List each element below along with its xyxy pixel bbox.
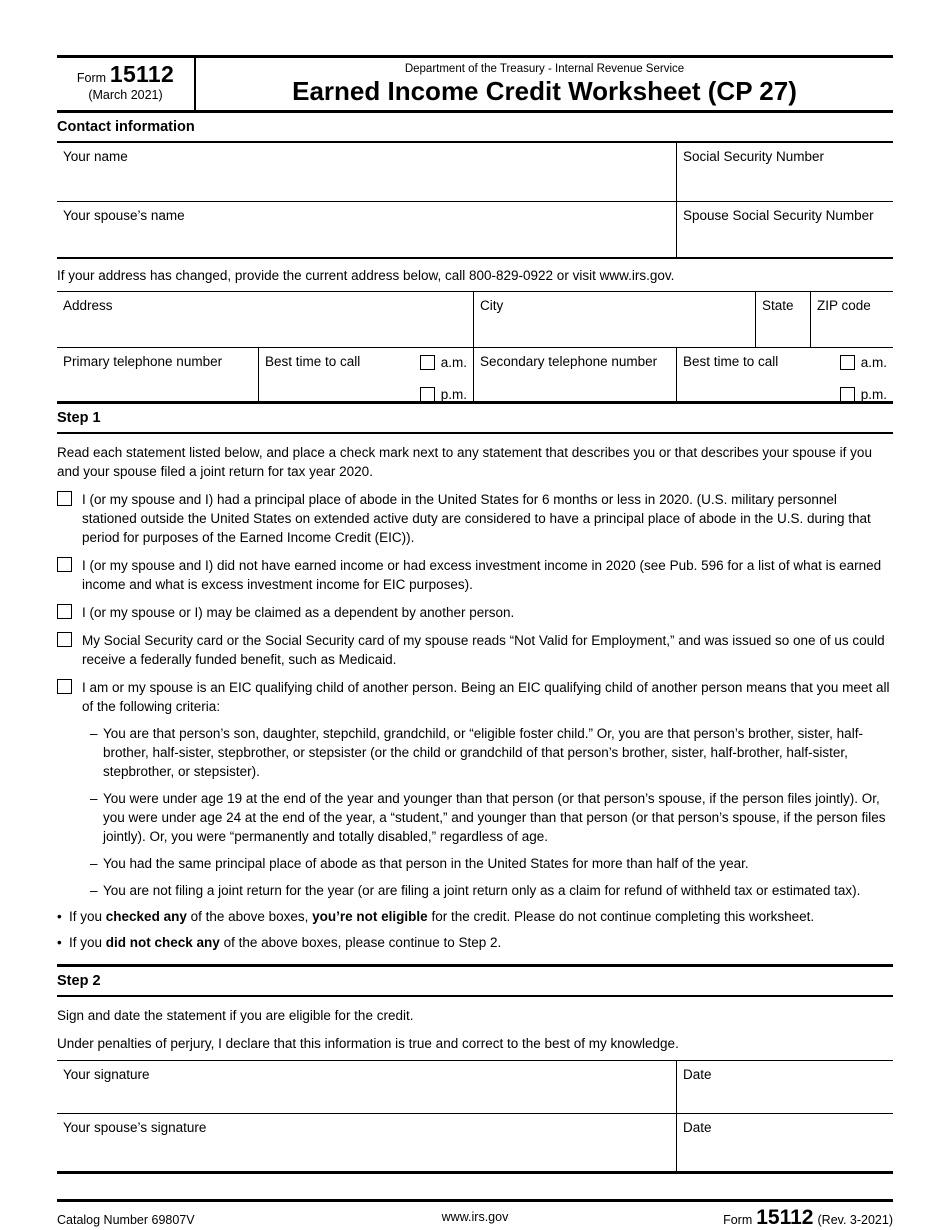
primary-pm-option: [420, 385, 467, 404]
eligibility-note-1: [57, 907, 893, 926]
eligibility-note-2-text: [69, 933, 501, 952]
name-row: [57, 143, 893, 202]
your-signature-date-field[interactable]: [676, 1061, 893, 1113]
primary-pm-checkbox[interactable]: [420, 387, 435, 402]
spouse-signature-date-field[interactable]: [676, 1114, 893, 1171]
dash-glyph: –: [90, 856, 98, 871]
note-segment-bold: checked any: [105, 909, 187, 924]
criterion-4: [90, 881, 893, 900]
footer-form-label: Form: [723, 1213, 753, 1227]
your-signature-label: Your signature: [63, 1067, 150, 1082]
zip-field[interactable]: [810, 292, 893, 347]
statement-row-1: [57, 490, 893, 547]
secondary-am-option: [840, 353, 887, 372]
form-title-box: [196, 58, 893, 110]
spouse-signature-field[interactable]: [57, 1114, 676, 1171]
criterion-3-text: You had the same principal place of abode as that person in the United States for more than half of the year.: [103, 856, 749, 871]
city-field[interactable]: [473, 292, 755, 347]
spouse-name-label: Your spouse’s name: [63, 208, 185, 223]
eligibility-note-2: [57, 933, 893, 952]
address-label: Address: [63, 298, 113, 313]
phone-row: [57, 347, 893, 401]
catalog-number: Catalog Number 69807V: [57, 1213, 195, 1227]
footer-form-number: 15112: [756, 1206, 814, 1229]
step1-heading: Step 1: [57, 404, 893, 434]
note-segment: If you: [69, 909, 106, 924]
secondary-am-label: a.m.: [860, 355, 887, 370]
address-field[interactable]: [57, 292, 473, 347]
spouse-ssn-label: Spouse Social Security Number: [683, 208, 874, 223]
note-segment: for the credit. Please do not continue completing this worksheet.: [427, 909, 815, 924]
your-signature-row: [57, 1061, 893, 1114]
criterion-1-text: You are that person’s son, daughter, stepchild, grandchild, or “eligible foster child.” Or, you are that person’s brother, sister, half-brother, half-sister, stepbrother, or stepsister (or the child or grandchild of that person’s brother, sister, half-brother, half-sister, stepbrother, or stepsister).: [103, 726, 863, 779]
spouse-name-row: [57, 202, 893, 259]
form-id-box: [57, 58, 196, 110]
address-table: [57, 291, 893, 404]
city-label: City: [480, 298, 504, 313]
primary-phone-label: Primary telephone number: [63, 354, 223, 369]
bullet-glyph: •: [57, 935, 62, 950]
page-title: Earned Income Credit Worksheet (CP 27): [292, 76, 797, 106]
form-header: [57, 55, 893, 113]
form-number: 15112: [109, 61, 175, 87]
primary-am-option: [420, 353, 467, 372]
note-segment: of the above boxes,: [186, 909, 313, 924]
perjury-statement: Under penalties of perjury, I declare that this information is true and correct to the best of my knowledge.: [57, 1036, 679, 1051]
statement-row-5: [57, 678, 893, 900]
statement-3-text: I (or my spouse or I) may be claimed as a dependent by another person.: [82, 605, 515, 620]
best-time-primary-options: [420, 352, 467, 402]
agency-line: Department of the Treasury - Internal Revenue Service: [404, 63, 685, 75]
footer-form-revision: (Rev. 3-2021): [817, 1213, 893, 1227]
statement-5-body: [82, 678, 893, 900]
criterion-1: [90, 724, 893, 781]
statement-2-text: I (or my spouse and I) did not have earned income or had excess investment income in 2020 (see Pub. 596 for a list of what is earned income and what is excess investment income for EIC purposes).: [82, 558, 882, 592]
zip-label: ZIP code: [817, 298, 871, 313]
form-label: Form: [76, 71, 107, 85]
secondary-phone-field[interactable]: [473, 348, 676, 401]
statement-5-text: I am or my spouse is an EIC qualifying child of another person. Being an EIC qualifying child of another person means that you meet all of the following criteria:: [82, 680, 890, 714]
statement-1-checkbox[interactable]: [57, 491, 72, 506]
bullet-glyph: •: [57, 909, 62, 924]
primary-phone-field[interactable]: [57, 348, 258, 401]
best-time-secondary-cell: [676, 348, 893, 401]
best-time-secondary-label: Best time to call: [683, 354, 779, 369]
blank-space: [57, 1174, 893, 1199]
statement-row-3: [57, 603, 893, 622]
secondary-pm-label: p.m.: [860, 387, 887, 402]
primary-am-checkbox[interactable]: [420, 355, 435, 370]
note-segment-bold: you’re not eligible: [312, 909, 428, 924]
note-segment: If you: [69, 935, 106, 950]
spouse-signature-row: [57, 1114, 893, 1171]
eligibility-note-1-text: [69, 907, 814, 926]
note-segment-bold: did not check any: [105, 935, 220, 950]
your-name-label: Your name: [63, 149, 128, 164]
best-time-primary-label: Best time to call: [265, 354, 361, 369]
your-name-field[interactable]: [57, 143, 676, 201]
secondary-pm-checkbox[interactable]: [840, 387, 855, 402]
state-label: State: [762, 298, 794, 313]
criterion-2-text: You were under age 19 at the end of the year and younger than that person (or that person’s spouse, if the person files jointly). Or, you were under age 24 at the end of the year, a “student,” and younger than that person (or that person’s spouse, if the person files jointly). Or, you were “permanently and totally disabled,” regardless of age.: [103, 791, 886, 844]
your-signature-field[interactable]: [57, 1061, 676, 1113]
step2-instruction: Sign and date the statement if you are eligible for the credit.: [57, 1008, 414, 1023]
contact-section-heading: Contact information: [57, 113, 893, 143]
criterion-4-text: You are not filing a joint return for the year (or are filing a joint return only as a claim for refund of withheld tax or estimated tax).: [103, 883, 861, 898]
statement-row-4: [57, 631, 893, 669]
statement-4-text: My Social Security card or the Social Security card of my spouse reads “Not Valid for Employment,” and was issued so one of us could receive a federally funded benefit, such as Medicaid.: [82, 633, 885, 667]
dash-glyph: –: [90, 883, 98, 898]
primary-am-label: a.m.: [440, 355, 467, 370]
statement-4-checkbox[interactable]: [57, 632, 72, 647]
step2-heading: Step 2: [57, 967, 893, 997]
date-label: Date: [683, 1067, 712, 1082]
best-time-primary-cell: [258, 348, 473, 401]
spouse-ssn-field[interactable]: [676, 202, 893, 257]
form-footer: [57, 1199, 893, 1230]
ssn-label: Social Security Number: [683, 149, 825, 164]
state-field[interactable]: [755, 292, 810, 347]
note-segment: of the above boxes, please continue to Step 2.: [219, 935, 502, 950]
dash-glyph: –: [90, 726, 98, 741]
address-change-note: If your address has changed, provide the current address below, call 800-829-0922 or visit www.irs.gov.: [57, 268, 675, 283]
secondary-am-checkbox[interactable]: [840, 355, 855, 370]
date-label: Date: [683, 1120, 712, 1135]
address-row: [57, 292, 893, 347]
criterion-3: [90, 854, 893, 873]
statement-2-checkbox[interactable]: [57, 557, 72, 572]
criterion-2: [90, 789, 893, 846]
statement-3-checkbox[interactable]: [57, 604, 72, 619]
secondary-pm-option: [840, 385, 887, 404]
signature-table: [57, 1060, 893, 1174]
best-time-secondary-options: [840, 352, 887, 402]
ssn-field[interactable]: [676, 143, 893, 201]
primary-pm-label: p.m.: [440, 387, 467, 402]
step1-intro: Read each statement listed below, and place a check mark next to any statement that describes you or that describes your spouse if you and your spouse filed a joint return for tax year 2020.: [57, 445, 872, 479]
dash-glyph: –: [90, 791, 98, 806]
form-revision: (March 2021): [88, 88, 163, 102]
spouse-name-field[interactable]: [57, 202, 676, 257]
secondary-phone-label: Secondary telephone number: [480, 354, 658, 369]
footer-website: www.irs.gov: [441, 1210, 509, 1224]
statement-1-text: I (or my spouse and I) had a principal place of abode in the United States for 6 months or less in 2020. (U.S. military personnel stationed outside the United States on extended active duty are considered to have a principal place of abode in the U.S. during that period for purposes of the Earned Income Credit (EIC)).: [82, 492, 871, 545]
form-number-line: [57, 61, 194, 88]
spouse-signature-label: Your spouse’s signature: [63, 1120, 207, 1135]
statement-5-checkbox[interactable]: [57, 679, 72, 694]
statement-row-2: [57, 556, 893, 594]
